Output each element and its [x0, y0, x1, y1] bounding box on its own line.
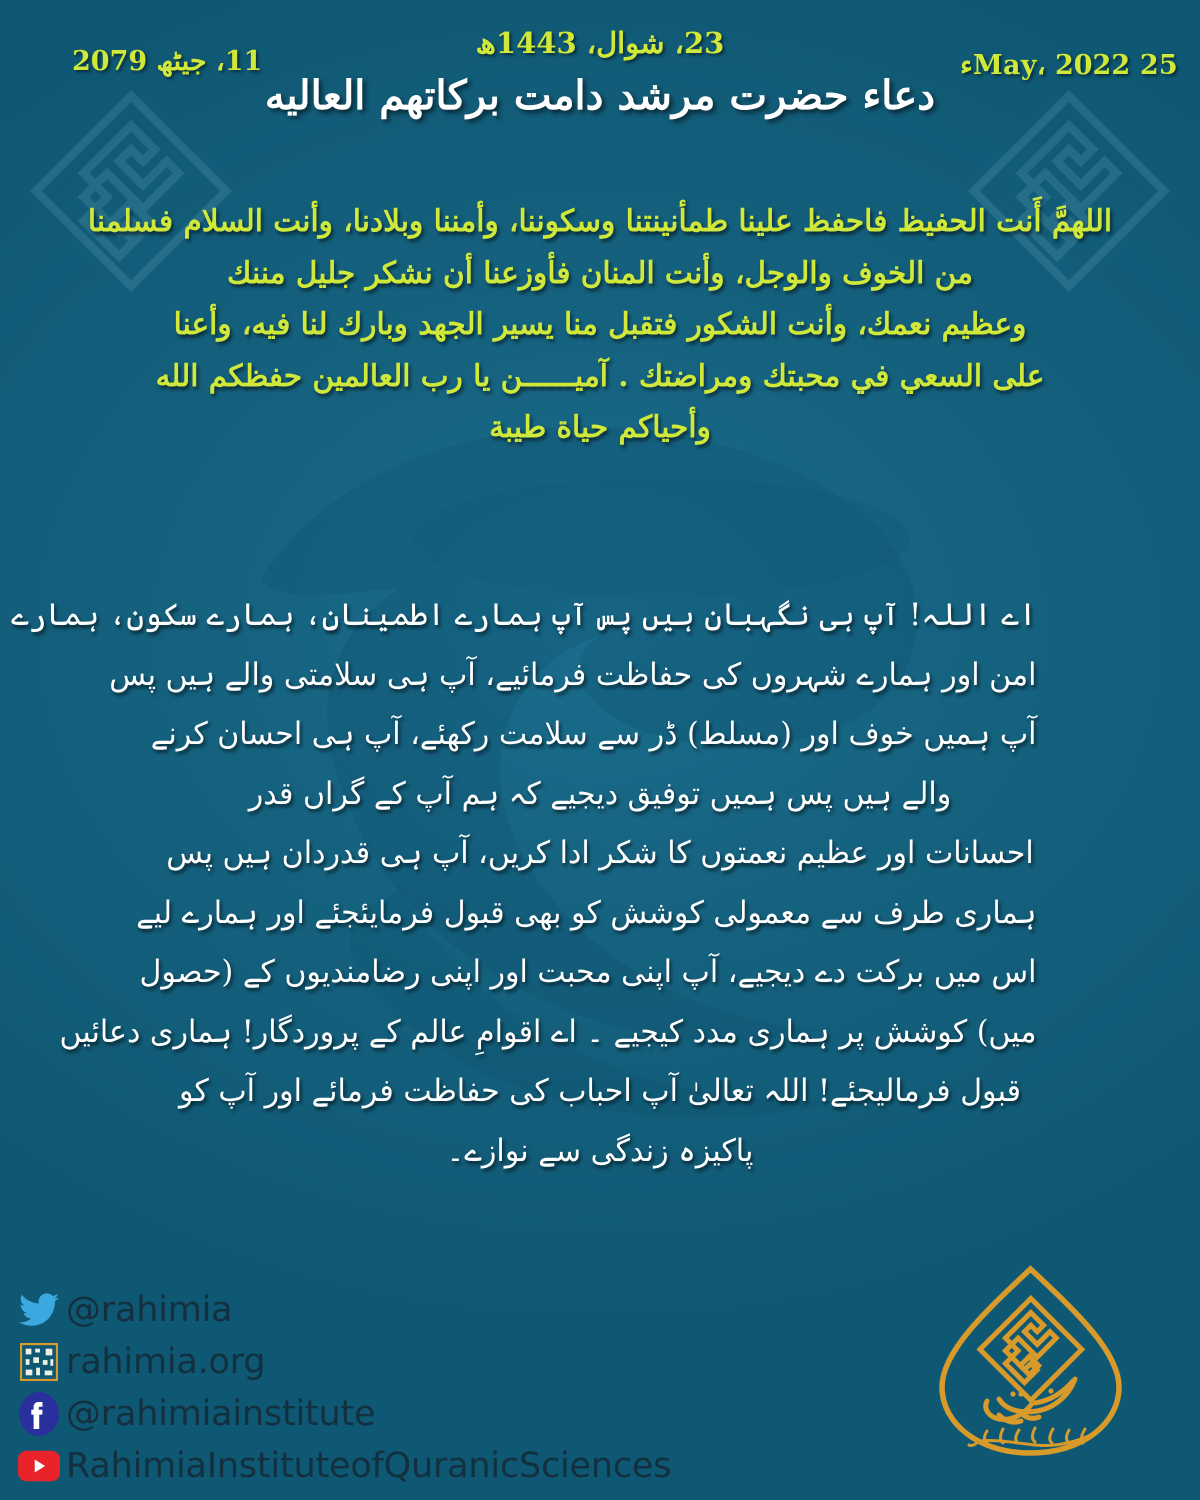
date-gregorian: 25 May، 2022ء	[960, 50, 1178, 81]
social-handle: RahimiaInstituteofQuranicSciences	[66, 1445, 672, 1486]
social-link-facebook[interactable]	[18, 1388, 671, 1440]
social-links	[18, 1284, 671, 1492]
urdu-line: میں) کوشش پر ہماری مدد کیجیے ۔ اے اقوامِ عالم کے پروردگار! ہماری دعائیں	[59, 1013, 1037, 1050]
social-handle: rahimia.org	[66, 1341, 266, 1382]
arabic-dua-line: اللهمَّ أَنت الحفیظ فاحفظ علینا طمأنینتنا وسکوننا، وأمننا وبلادنا، وأنت السلام فسلمنا	[87, 204, 1113, 239]
date-hijri: 23، شوال، 1443ھ	[475, 26, 725, 60]
urdu-line: قبول فرمالیجئے! اللہ تعالیٰ آپ احباب کی حفاظت فرمائے اور آپ کو	[178, 1073, 1022, 1110]
twitter-icon	[18, 1289, 60, 1331]
page-title: دعاء حضرت مرشد دامت برکاتهم العالیه	[264, 72, 936, 119]
urdu-line: اس میں برکت دے دیجیے، آپ اپنی محبت اور اپنی رضامندیوں کے (حصول	[139, 954, 1037, 991]
urdu-line: آپ ہمیں خوف اور (مسلط) ڈر سے سلامت رکھئے، آپ ہی احسان کرنے	[150, 716, 1037, 753]
social-link-website[interactable]	[18, 1336, 671, 1388]
urdu-translation-block	[11, 586, 1050, 1181]
urdu-line: پاکیزہ زندگی سے نوازے۔	[446, 1132, 754, 1169]
urdu-line: ہماری طرف سے معمولی کوشش کو بھی قبول فرمایئجئے اور ہمارے لیے	[136, 894, 1037, 931]
arabic-dua-line: وأحیاکم حیاة طیبة	[489, 410, 711, 446]
rahimia-logo	[923, 1263, 1138, 1478]
arabic-dua-line: وعظیم نعمك، وأنت الشکور فتقبل منا یسیر الجهد وبارك لنا فیه، وأعنا	[173, 307, 1027, 343]
arabic-dua-line: على السعي في محبتك ومراضتك . آمیــــــن یا رب العالمین حفظکم الله	[155, 358, 1045, 394]
youtube-icon	[18, 1445, 60, 1487]
urdu-line: اے اللہ! آپ ہی نگہبان ہیں پس آپ ہمارے اطمینانِ، ہمارے سکون، ہمارے	[11, 597, 1037, 633]
arabic-dua-block	[56, 196, 1144, 454]
urdu-line: والے ہیں پس ہمیں توفیق دیجیے کہ ہم آپ کے گراں قدر	[248, 775, 952, 812]
urdu-line: احسانات اور عظیم نعمتوں کا شکر ادا کریں، آپ ہی قدردان ہیں پس	[166, 835, 1034, 872]
social-handle: @rahimia	[66, 1289, 233, 1330]
urdu-line: امن اور ہمارے شہروں کی حفاظت فرمائیے، آپ ہی سلامتی والے ہیں پس	[109, 656, 1037, 693]
date-bikrami: 11، جیٹھ 2079	[72, 46, 263, 77]
social-link-twitter[interactable]	[18, 1284, 671, 1336]
social-link-youtube[interactable]	[18, 1440, 671, 1492]
website-icon	[18, 1341, 60, 1383]
arabic-dua-line: من الخوف والوجل، وأنت المنان فأوزعنا أن نشکر جلیل مننك	[227, 255, 973, 291]
facebook-icon	[18, 1393, 60, 1435]
social-handle: @rahimiainstitute	[66, 1393, 376, 1434]
